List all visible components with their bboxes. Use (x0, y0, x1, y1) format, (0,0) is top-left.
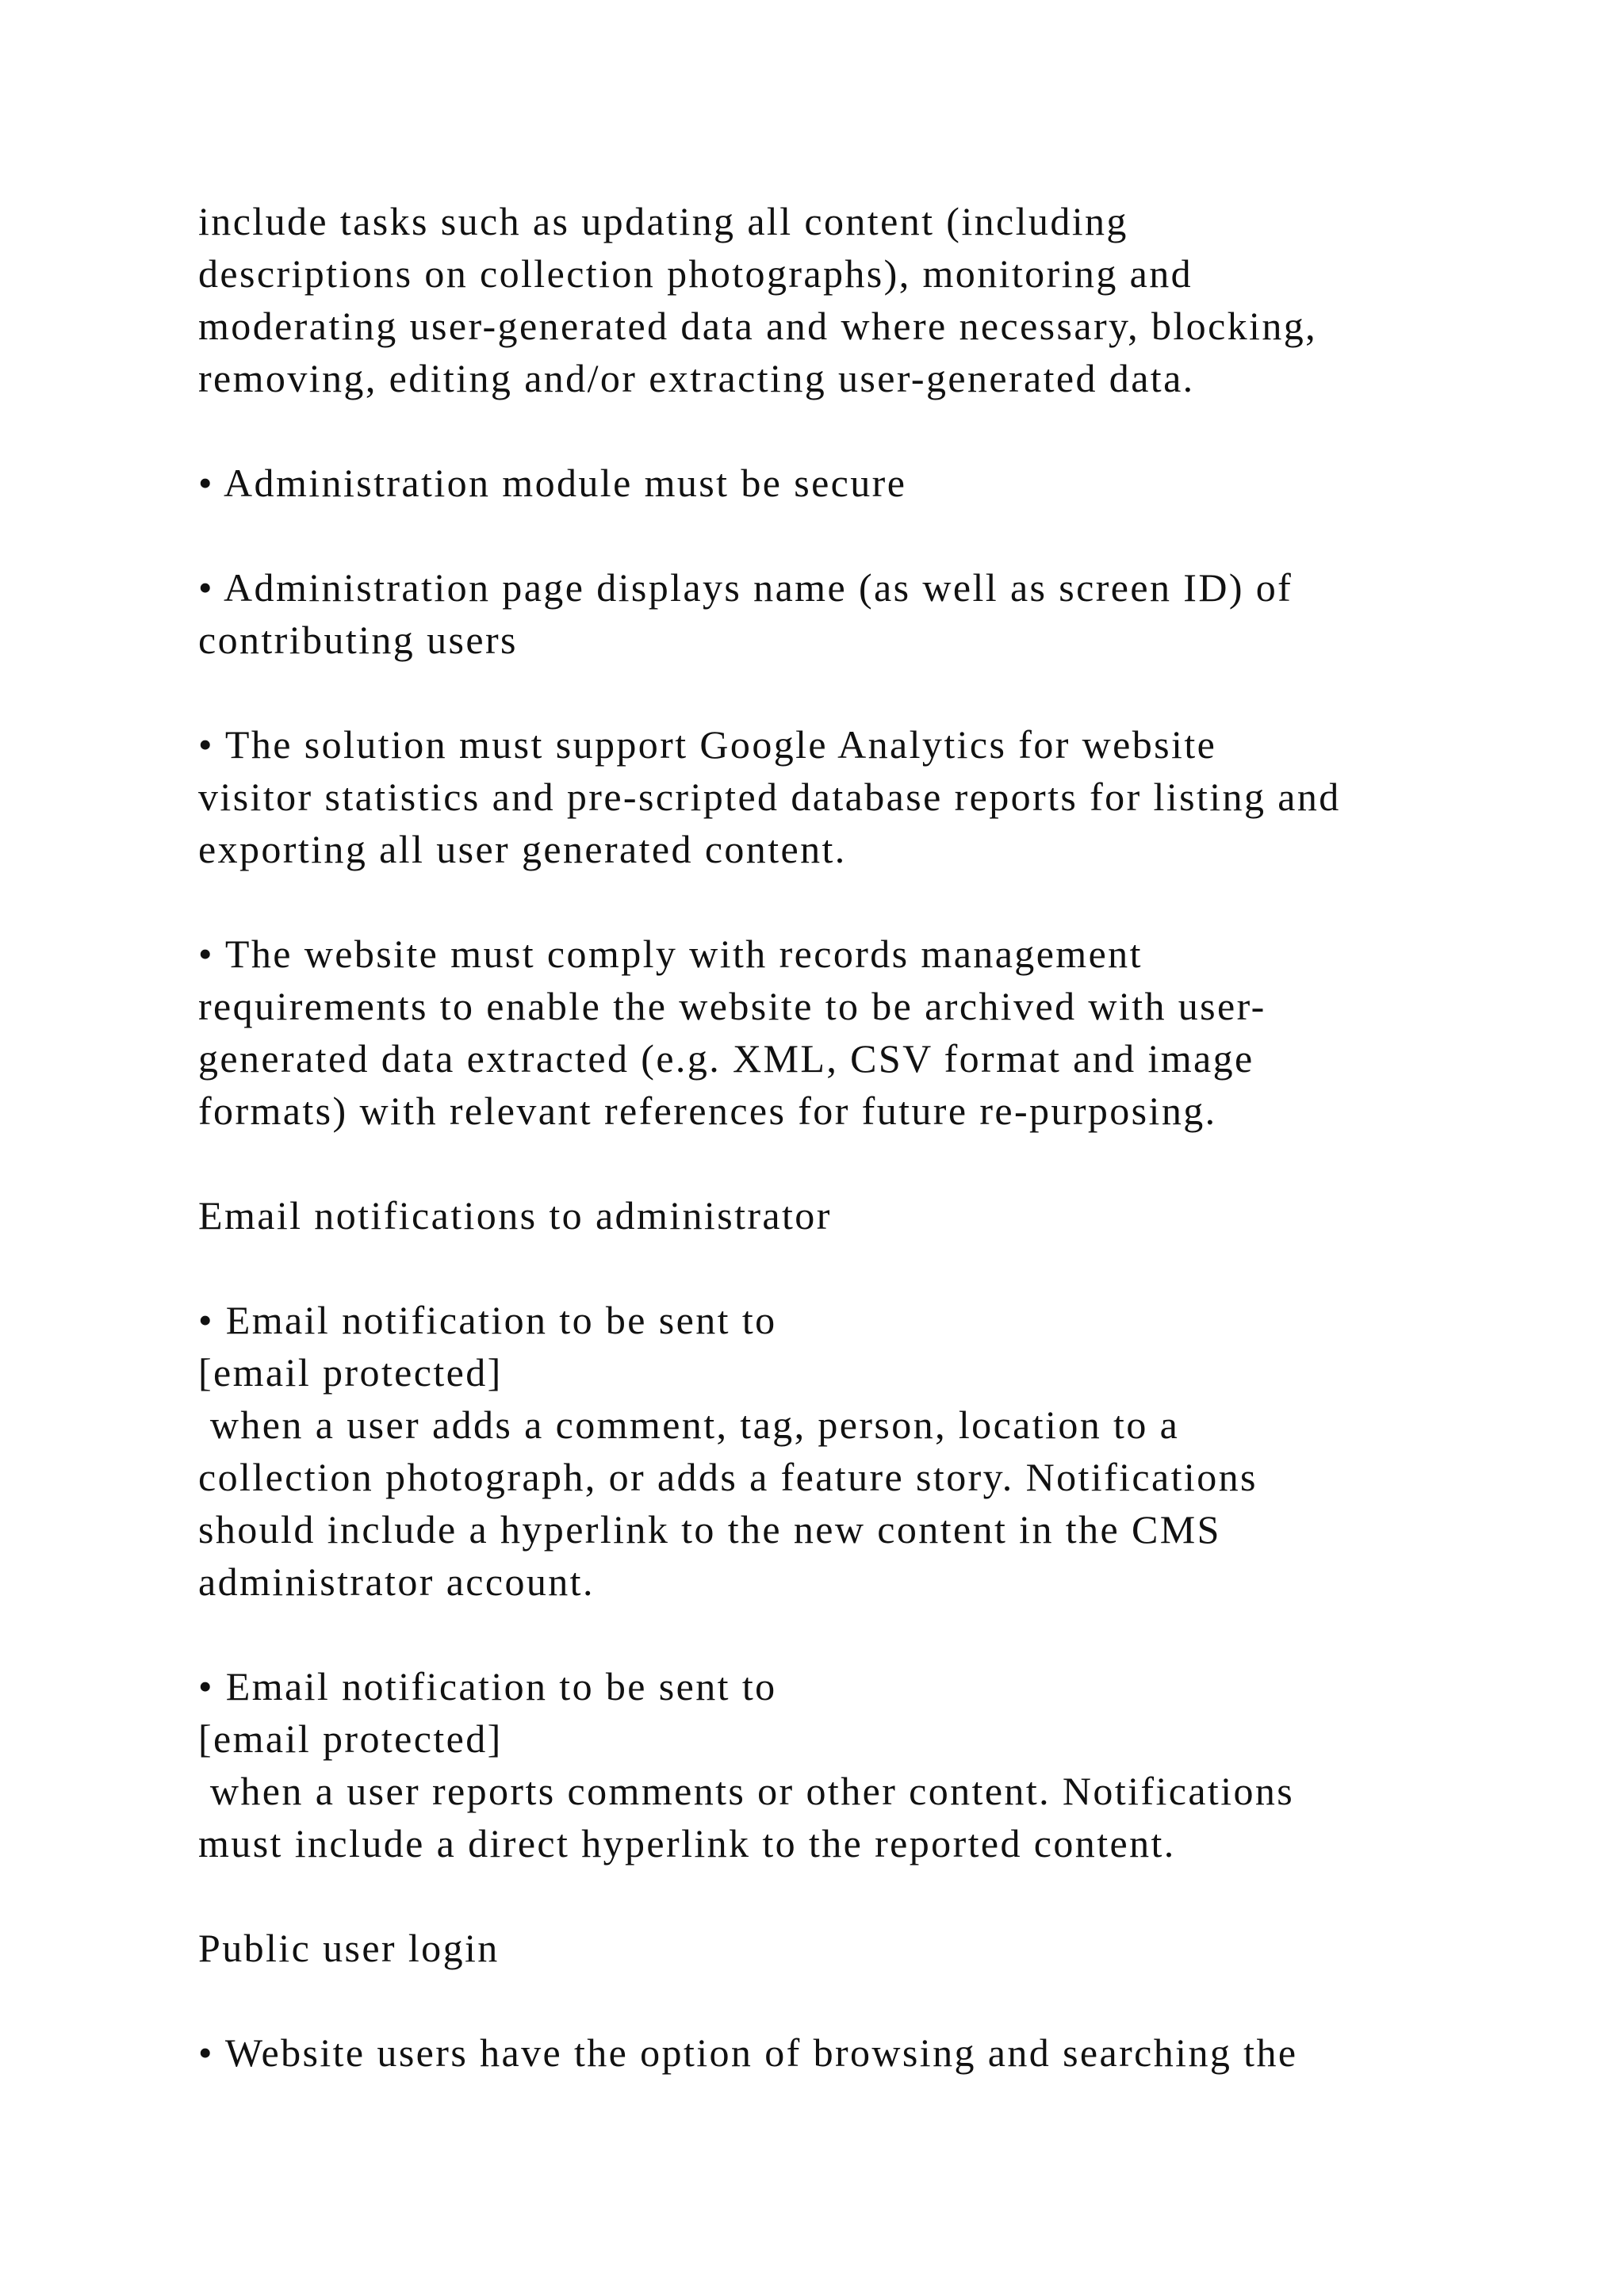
text-line: • The solution must support Google Analytics for website (198, 722, 1217, 767)
email-link[interactable]: [email protected] (198, 1716, 503, 1761)
text-line: administrator account. (198, 1559, 595, 1604)
bullet-google-analytics (198, 718, 1546, 875)
bullet-records-management (198, 928, 1546, 1137)
text-line: include tasks such as updating all content (including (198, 199, 1128, 243)
bullet-website-users (198, 2026, 1546, 2079)
text-line: contributing users (198, 618, 518, 662)
paragraph-intro (198, 195, 1546, 404)
text-line: • Email notification to be sent to (198, 1664, 777, 1709)
text-line: when a user reports comments or other content. Notifications (198, 1769, 1295, 1813)
text-line: descriptions on collection photographs), monitoring and (198, 251, 1193, 296)
text-line: must include a direct hyperlink to the reported content. (198, 1821, 1176, 1866)
section-heading-email-notifications (198, 1189, 1546, 1242)
text-line: collection photograph, or adds a feature story. Notifications (198, 1455, 1258, 1499)
paragraph-gap (198, 1974, 1546, 2026)
document-body (198, 195, 1546, 2079)
text-line: when a user adds a comment, tag, person, location to a (198, 1402, 1180, 1447)
bullet-admin-page-names (198, 561, 1546, 666)
text-line: moderating user-generated data and where necessary, blocking, (198, 304, 1318, 348)
text-line: formats) with relevant references for future re-purposing. (198, 1089, 1217, 1133)
paragraph-gap (198, 1242, 1546, 1294)
text-line: removing, editing and/or extracting user-generated data. (198, 356, 1195, 400)
bullet-admin-secure (198, 457, 1546, 509)
text-line: exporting all user generated content. (198, 827, 847, 871)
text-line: • Website users have the option of browsing and searching the (198, 2030, 1298, 2075)
paragraph-gap (198, 1608, 1546, 1660)
section-heading: Public user login (198, 1926, 500, 1970)
text-line: • Administration page displays name (as well as screen ID) of (198, 565, 1293, 610)
text-line: • The website must comply with records management (198, 932, 1143, 976)
paragraph-gap (198, 1137, 1546, 1189)
section-heading: Email notifications to administrator (198, 1193, 832, 1238)
bullet-email-reports (198, 1660, 1546, 1869)
text-line: visitor statistics and pre-scripted database reports for listing and (198, 775, 1341, 819)
paragraph-gap (198, 1869, 1546, 1922)
text-line: • Email notification to be sent to (198, 1298, 777, 1342)
email-link[interactable]: [email protected] (198, 1350, 503, 1395)
paragraph-gap (198, 666, 1546, 718)
bullet-email-new-content (198, 1294, 1546, 1608)
text-line: should include a hyperlink to the new content in the CMS (198, 1507, 1221, 1552)
paragraph-gap (198, 509, 1546, 561)
text-line: • Administration module must be secure (198, 461, 907, 505)
text-line: requirements to enable the website to be archived with user- (198, 984, 1266, 1028)
paragraph-gap (198, 875, 1546, 928)
text-line: generated data extracted (e.g. XML, CSV format and image (198, 1036, 1254, 1081)
paragraph-gap (198, 404, 1546, 457)
section-heading-public-login (198, 1922, 1546, 1974)
